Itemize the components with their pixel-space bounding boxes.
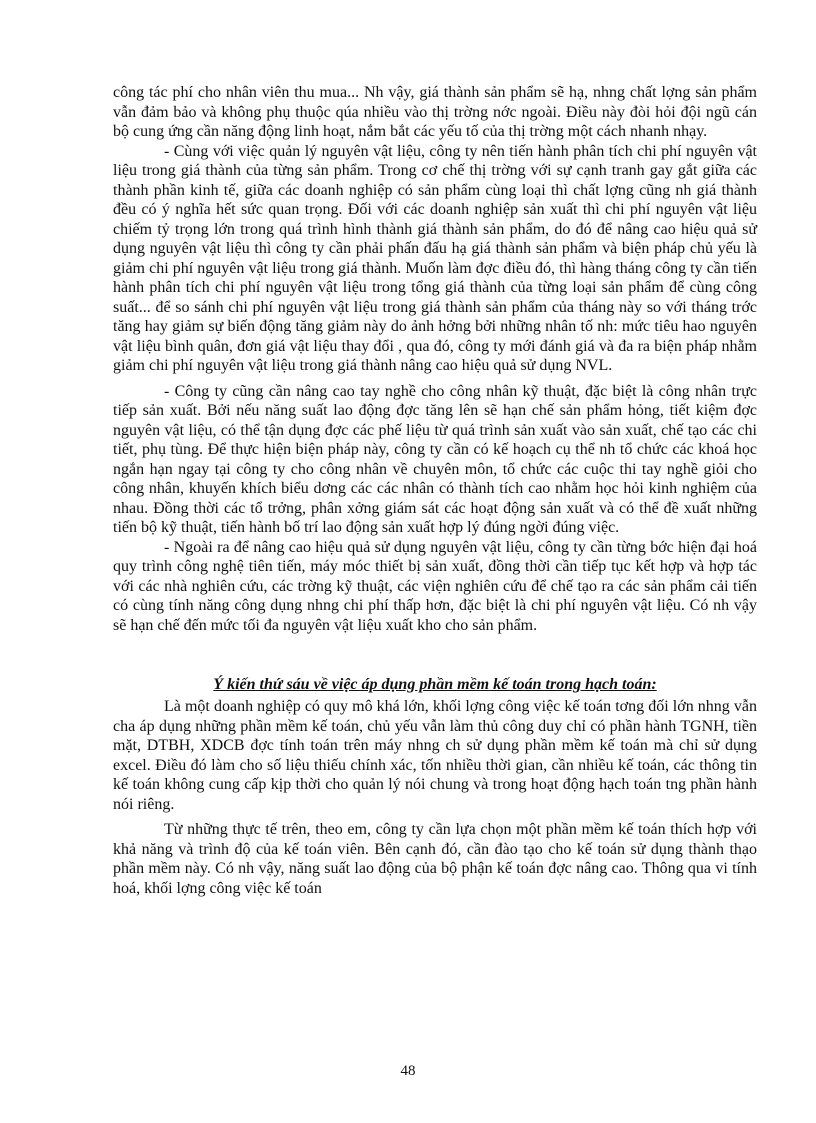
- section-heading-wrapper: [113, 675, 757, 695]
- paragraph-continuation: công tác phí cho nhân viên thu mua... Nh vậy, giá thành sản phẩm sẽ hạ, nhng chất lợng sản phẩm vẫn đảm bảo và không phụ thuộc qúa nhiều vào thị trờng nớc ngoài. Điều này đòi hỏi đội ngũ cán bộ cung ứng cần năng động linh hoạt, nắm bắt các yếu tố của thị trờng một cách nhanh nhạy.: [113, 84, 757, 140]
- section-heading: Ý kiến thứ sáu về việc áp dụng phần mềm kế toán trong hạch toán:: [213, 676, 657, 693]
- page-number: 48: [400, 1063, 416, 1079]
- paragraph-material-cost-analysis: - Cùng với việc quản lý nguyên vật liệu, công ty nên tiến hành phân tích chi phí nguyên vật liệu trong giá thành của từng sản phẩm. Trong cơ chế thị trờng với sự cạnh tranh gay gắt giữa các thành phần kinh tế, giữa các doanh nghiệp có sản phẩm cùng loại thì chất lợng cũng nh giá thành đều có ý nghĩa hết sức quan trọng. Đối với các doanh nghiệp sản xuất thì chi phí nguyên vật liệu chiếm tỷ trọng lớn trong quá trình hình thành giá thành sản phẩm, do đó để nâng cao hiệu quả sử dụng nguyên vật liệu thì công ty cần phải phấn đấu hạ giá thành sản phẩm và biện pháp chủ yếu là giảm chi phí nguyên vật liệu trong giá thành. Muốn làm đợc điều đó, thì hàng tháng công ty cần tiến hành phân tích chi phí nguyên vật liệu trong tổng giá thành của từng loại sản phẩm để cùng công suất... để so sánh chi phí nguyên vật liệu trong giá thành sản phẩm của tháng này so với tháng trớc tăng hay giảm sự biến động tăng giảm này do ảnh hởng bởi những nhân tố nh: mức tiêu hao nguyên vật liệu bình quân, đơn giá vật liệu thay đổi , qua đó, công ty mới đánh giá và đa ra biện pháp nhằm giảm chi phí nguyên vật liệu trong giá thành nâng cao hiệu quả sử dụng NVL.: [113, 142, 757, 374]
- paragraph-worker-skills: - Công ty cũng cần nâng cao tay nghề cho công nhân kỹ thuật, đặc biệt là công nhân trực tiếp sản xuất. Bởi nếu năng suất lao động đợc tăng lên sẽ hạn chế sản phẩm hỏng, tiết kiệm đợc nguyên vật liệu, có thể tận dụng đợc các phế liệu từ quá trình sản xuất vào sản xuất, chế tạo các chi tiết, phụ tùng. Để thực hiện biện pháp này, công ty cần có kế hoạch cụ thể nh tổ chức các khoá học ngắn hạn ngay tại công ty cho công nhân về chuyên môn, tổ chức các cuộc thi tay nghề giỏi cho công nhân, khuyến khích biểu dơng các các nhân có thành tích cao nhằm học hỏi kinh nghiệm của nhau. Đồng thời các tổ trởng, phân xởng giám sát các hoạt động sản xuất và có thể đề xuất những tiến bộ kỹ thuật, tiến hành bố trí lao động sản xuất hợp lý đúng ngời đúng việc.: [113, 382, 757, 536]
- paragraph-accounting-software-status: Là một doanh nghiệp có quy mô khá lớn, khối lợng công việc kế toán tơng đối lớn nhng vẫn cha áp dụng những phần mềm kế toán, chủ yếu vẫn làm thủ công duy chỉ có phần hành TGNH, tiền mặt, DTBH, XDCB đợc tính toán trên máy nhng ch sử dụng phần mềm kế toán mà chỉ sử dụng excel. Điều đó làm cho số liệu thiếu chính xác, tốn nhiều thời gian, cần nhiều kế toán, các thông tin kế toán không cung cấp kịp thời cho quản lý nói chung và trong hoạt động hạch toán tng phần hành nói riêng.: [113, 698, 757, 813]
- page-body: [113, 83, 757, 898]
- paragraph-modernization: - Ngoài ra để nâng cao hiệu quả sử dụng nguyên vật liệu, công ty cần từng bớc hiện đại hoá quy trình công nghệ tiên tiến, máy móc thiết bị sản xuất, đồng thời cần tiếp tục kết hợp và hợp tác với các nhà nghiên cứu, các trờng kỹ thuật, các viện nghiên cứu để chế tạo ra các sản phẩm cải tiến có cùng tính năng công dụng nhng chi phí thấp hơn, đặc biệt là chi phí nguyên vật liệu. Có nh vậy sẽ hạn chế đến mức tối đa nguyên vật liệu xuất kho cho sản phẩm.: [113, 538, 757, 634]
- paragraph-accounting-software-recommendation: Từ những thực tế trên, theo em, công ty cần lựa chọn một phần mềm kế toán thích hợp với khả năng và trình độ của kế toán viên. Bên cạnh đó, cần đào tạo cho kế toán sử dụng thành thạo phần mềm này. Có nh vậy, năng suất lao động của bộ phận kế toán đợc nâng cao. Thông qua vi tính hoá, khối lợng công việc kế toán: [113, 821, 757, 897]
